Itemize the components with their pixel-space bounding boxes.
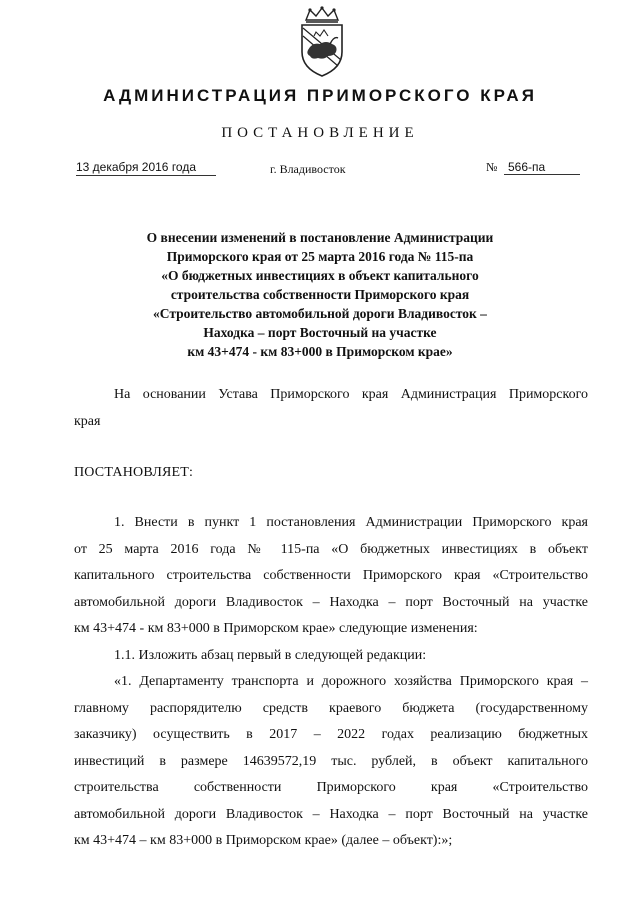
subject-line: «Строительство автомобильной дороги Владивосток – (153, 306, 487, 321)
text-line: автомобильной дороги Владивосток – Находка – порт Восточный на участке (74, 806, 588, 822)
text-line: км 43+474 - км 83+000 в Приморском крае» следующие изменения: (74, 621, 478, 636)
document-date: 13 декабря 2016 года (76, 160, 216, 176)
text-line: капитального строительства собственности Приморского края «Строительство (74, 568, 588, 583)
document-number-field (486, 160, 582, 175)
text-line: На основании Устава Приморского края Администрация Приморского (114, 387, 588, 402)
subject-line: Находка – порт Восточный на участке (203, 325, 437, 340)
document-city: г. Владивосток (270, 162, 346, 176)
organization-title: АДМИНИСТРАЦИЯ ПРИМОРСКОГО КРАЯ (103, 86, 537, 105)
coat-of-arms-emblem (294, 6, 350, 78)
text-line: «1. Департаменту транспорта и дорожного хозяйства Приморского края – (114, 674, 588, 689)
subject-line: Приморского края от 25 марта 2016 года № 115-па (166, 249, 474, 264)
text-line: края (74, 413, 101, 429)
subject-line: км 43+474 - км 83+000 в Приморском крае» (187, 344, 453, 359)
text-line: инвестиций в размере 14639572,19 тыс. рублей, в объект капитального (74, 753, 588, 769)
main-paragraphs (74, 510, 588, 855)
subject-line: «О бюджетных инвестициях в объект капитального (161, 268, 479, 283)
text-line: главному распорядителю средств краевого бюджета (государственному (74, 700, 588, 716)
text-line: 1.1. Изложить абзац первый в следующей редакции: (114, 647, 427, 663)
subject-line: О внесении изменений в постановление Администрации (146, 230, 494, 245)
text-line: 1. Внести в пункт 1 постановления Администрации Приморского края (114, 515, 588, 530)
document-number: 566-па (504, 160, 580, 175)
text-line: строительства собственности Приморского края «Строительство (74, 780, 588, 795)
text-line: км 43+474 – км 83+000 в Приморском крае» (далее – объект):»; (74, 833, 453, 848)
subject-line: строительства собственности Приморского края (170, 287, 470, 302)
decree-word: ПОСТАНОВЛЯЕТ: (74, 465, 194, 480)
document-subject (120, 228, 520, 361)
text-line: от 25 марта 2016 года № 115-па «О бюджетных инвестициях в объект (74, 541, 588, 557)
document-meta (0, 160, 640, 180)
basis-paragraph (74, 382, 588, 435)
number-sign: № (486, 160, 498, 174)
document-type: ПОСТАНОВЛЕНИЕ (221, 125, 419, 141)
text-line: заказчику) осуществить в 2017 – 2022 годах реализацию бюджетных (74, 727, 588, 742)
text-line: автомобильной дороги Владивосток – Находка – порт Восточный на участке (74, 594, 588, 610)
